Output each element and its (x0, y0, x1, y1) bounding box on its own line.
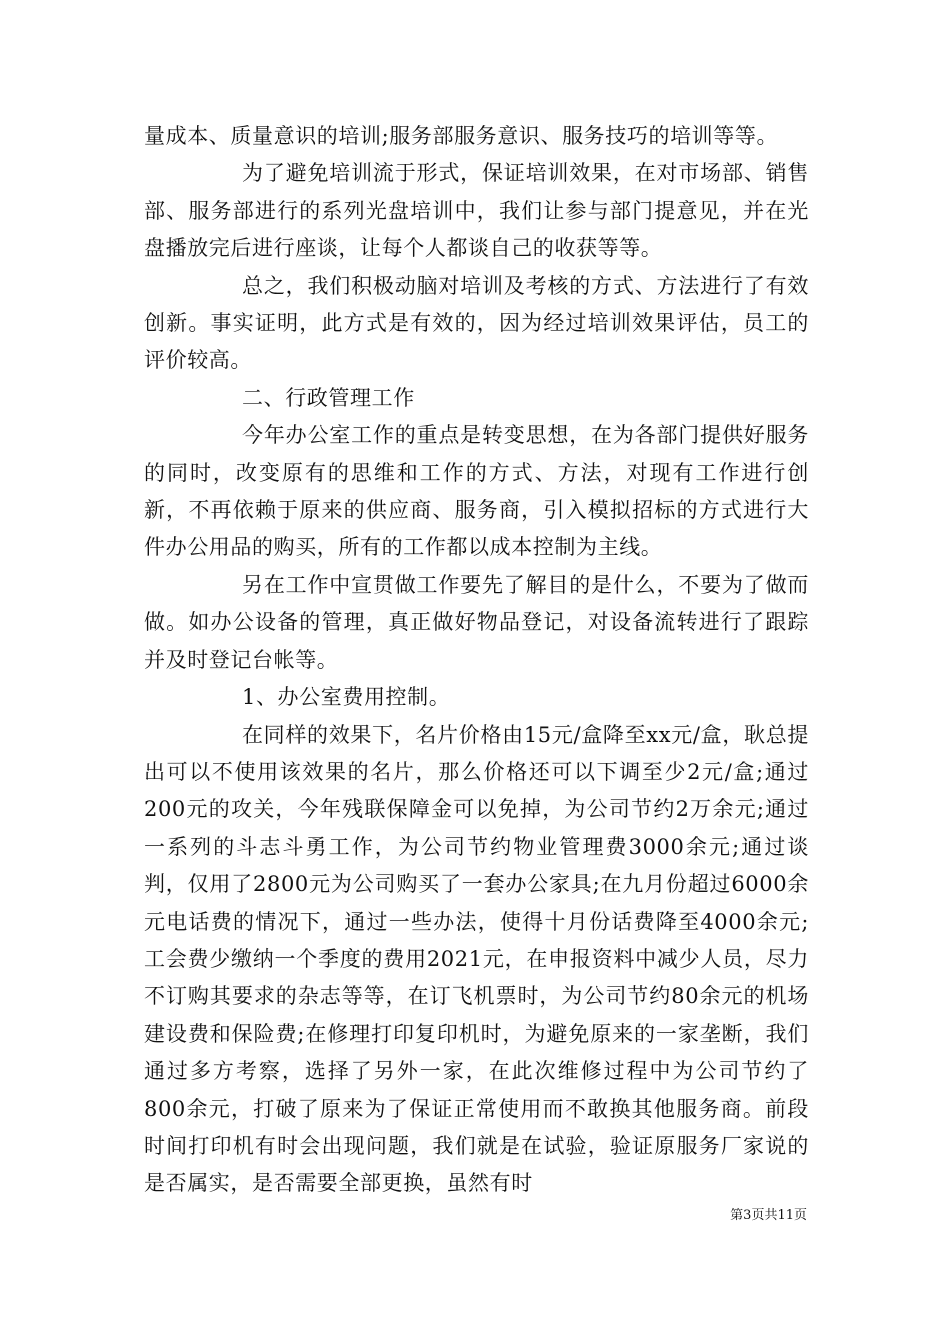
subheading-cost-control: 1、办公室费用控制。 (242, 685, 451, 710)
section-heading-admin: 二、行政管理工作 (242, 385, 415, 410)
paragraph-office-focus: 今年办公室工作的重点是转变思想，在为各部门提供好服务的同时，改变原有的思维和工作的方式、方法，对现有工作进行创新，不再依赖于原来的供应商、服务商，引入模拟招标的方式进行大件办公用品的购买，所有的工作都以成本控制为主线。 (144, 423, 809, 560)
paragraph-purpose: 另在工作中宣贯做工作要先了解目的是什么，不要为了做而做。如办公设备的管理，真正做好物品登记，对设备流转进行了跟踪并及时登记台帐等。 (144, 572, 809, 672)
body-text (144, 118, 809, 1203)
paragraph-continuation: 量成本、质量意识的培训;服务部服务意识、服务技巧的培训等等。 (144, 124, 779, 148)
page-number: 第3页共11页 (730, 1208, 807, 1223)
paragraph-cost-details: 在同样的效果下，名片价格由15元/盒降至xx元/盒，耿总提出可以不使用该效果的名片，那么价格还可以下调至少2元/盒;通过200元的攻关，今年残联保障金可以免掉，为公司节约2万余元;通过一系列的斗志斗勇工作，为公司节约物业管理费3000余元;通过谈判，仅用了2800元为公司购买了一套办公家具;在九月份超过6000余元电话费的情况下，通过一些办法，使得十月份话费降至4000余元;工会费少缴纳一个季度的费用2021元，在申报资料中减少人员，尽力不订购其要求的杂志等等，在订飞机票时，为公司节约80余元的机场建设费和保险费;在修理打印复印机时，为避免原来的一家垄断，我们通过多方考察，选择了另外一家，在此次维修过程中为公司节约了800余元，打破了原来为了保证正常使用而不敢换其他服务商。前段时间打印机有时会出现问题，我们就是在试验，验证原服务厂家说的是否属实，是否需要全部更换，虽然有时 (144, 722, 809, 1196)
paragraph-training-format: 为了避免培训流于形式，保证培训效果，在对市场部、销售部、服务部进行的系列光盘培训中，我们让参与部门提意见，并在光盘播放完后进行座谈，让每个人都谈自己的收获等等。 (144, 161, 809, 261)
paragraph-summary: 总之，我们积极动脑对培训及考核的方式、方法进行了有效创新。事实证明，此方式是有效的，因为经过培训效果评估，员工的评价较高。 (144, 273, 809, 373)
